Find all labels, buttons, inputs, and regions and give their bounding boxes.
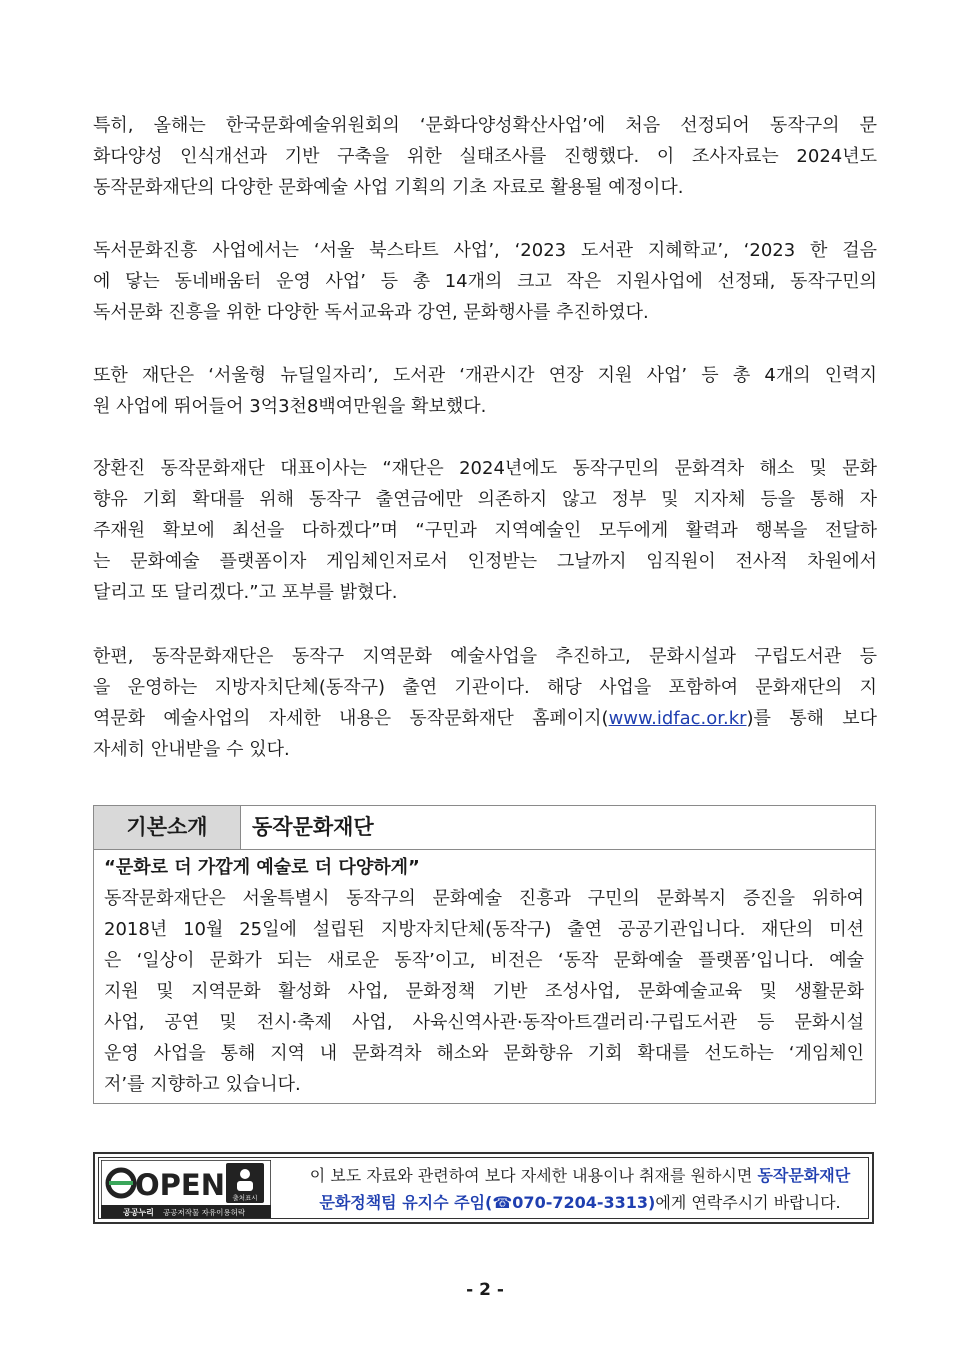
text-line: 에 닿는 동네배움터 운영 사업’ 등 총 14개의 크고 작은 지원사업에 선정돼, 동작구민의	[93, 271, 877, 292]
text-line: 는 문화예술 플랫폼이자 게임체인저로서 인정받는 그날까지 임직원이 전사적 차원에서	[93, 551, 877, 572]
intro-tag: 기본소개	[94, 806, 241, 849]
intro-line: 2018년 10월 25일에 설립된 지방자치단체(동작구) 출연 공공기관입니다. 재단의 미션	[104, 919, 864, 940]
text-line-with-link	[93, 703, 877, 734]
contact-org: 동작문화재단	[757, 1166, 851, 1185]
kogl-open-license-logo	[101, 1160, 271, 1218]
text-line: 화다양성 인식개선과 기반 구축을 위한 실태조사를 진행했다. 이 조사자료는 2024년도	[93, 146, 877, 167]
paragraph-4	[93, 453, 877, 608]
open-wordmark: OPEN	[135, 1168, 225, 1202]
text-segment: 에게 연락주시기 바랍니다.	[655, 1193, 841, 1212]
text-line: 달리고 또 달리겠다.”고 포부를 밝혔다.	[93, 582, 398, 603]
paragraph-2	[93, 235, 877, 328]
contact-line-1	[285, 1162, 875, 1189]
text-line: 독서문화 진흥을 위한 다양한 독서교육과 강연, 문화행사를 추진하였다.	[93, 302, 649, 323]
contact-line-2	[285, 1189, 875, 1216]
kogl-caption: 공공저작물 자유이용허락	[163, 1208, 246, 1217]
attribution-badge: 출처표시	[232, 1194, 258, 1202]
intro-body	[104, 852, 864, 1100]
text-line: 독서문화진흥 사업에서는 ‘서울 북스타트 사업’, ‘2023 도서관 지혜학교’, ‘2023 한 걸음	[93, 240, 877, 261]
page-number: - 2 -	[466, 1280, 504, 1300]
paragraph-1	[93, 110, 877, 203]
text-line: 자세히 안내받을 수 있다.	[93, 739, 290, 760]
text-line: 또한 재단은 ‘서울형 뉴딜일자리’, 도서관 ‘개관시간 연장 지원 사업’ 등 총 4개의 인력지	[93, 365, 877, 386]
homepage-link[interactable]: www.idfac.or.kr	[608, 708, 747, 729]
intro-box	[93, 805, 876, 1104]
paragraph-5	[93, 641, 877, 765]
text-line: 한편, 동작문화재단은 동작구 지역문화 예술사업을 추진하고, 문화시설과 구립도서관 등	[93, 646, 877, 667]
intro-line: 지원 및 지역문화 활성화 사업, 문화정책 기반 조성사업, 문화예술교육 및 생활문화	[104, 981, 864, 1002]
intro-org-name: 동작문화재단	[252, 815, 374, 839]
text-line: 원 사업에 뛰어들어 3억3천8백여만원을 확보했다.	[93, 396, 487, 417]
intro-slogan: “문화로 더 가깝게 예술로 더 다양하게”	[104, 857, 420, 878]
text-line: 주재원 확보에 최선을 다하겠다”며 “구민과 지역예술인 모두에게 활력과 행복을 전달하	[93, 520, 877, 541]
intro-line: 운영 사업을 통해 지역 내 문화격차 해소와 문화향유 기회 확대를 선도하는 ‘게임체인	[104, 1043, 864, 1064]
text-segment: 이 보도 자료와 관련하여 보다 자세한 내용이나 취재를 원하시면	[309, 1166, 758, 1185]
contact-person: 문화정책팀 유지수 주임(☎070-7204-3313)	[319, 1193, 656, 1212]
intro-header	[94, 806, 875, 850]
person-icon	[240, 1169, 250, 1179]
intro-line: 저’를 지향하고 있습니다.	[104, 1074, 301, 1095]
contact-box	[93, 1152, 874, 1224]
paragraph-3	[93, 360, 877, 422]
intro-line: 은 ‘일상이 문화가 되는 새로운 동작’이고, 비전은 ‘동작 문화예술 플랫폼’입니다. 예술	[104, 950, 864, 971]
contact-text	[285, 1162, 875, 1216]
text-segment: )를 통해 보다	[746, 708, 877, 729]
text-line: 향유 기회 확대를 위해 동작구 출연금에만 의존하지 않고 정부 및 지자체 등을 통해 자	[93, 489, 877, 510]
intro-line: 사업, 공연 및 전시·축제 사업, 사육신역사관·동작아트갤러리·구립도서관 등 문화시설	[104, 1012, 864, 1033]
text-line: 특히, 올해는 한국문화예술위원회의 ‘문화다양성확산사업’에 처음 선정되어 동작구의 문	[93, 115, 877, 136]
text-line: 장환진 동작문화재단 대표이사는 “재단은 2024년에도 동작구민의 문화격차 해소 및 문화	[93, 458, 877, 479]
text-segment: 역문화 예술사업의 자세한 내용은 동작문화재단 홈페이지(	[93, 708, 609, 729]
intro-line: 동작문화재단은 서울특별시 동작구의 문화예술 진흥과 구민의 문화복지 증진을 위하여	[104, 888, 864, 909]
text-line: 동작문화재단의 다양한 문화예술 사업 기획의 기초 자료로 활용될 예정이다.	[93, 177, 684, 198]
text-line: 을 운영하는 지방자치단체(동작구) 출연 기관이다. 해당 사업을 포함하여 문화재단의 지	[93, 677, 877, 698]
kogl-label: 공공누리	[123, 1208, 154, 1217]
